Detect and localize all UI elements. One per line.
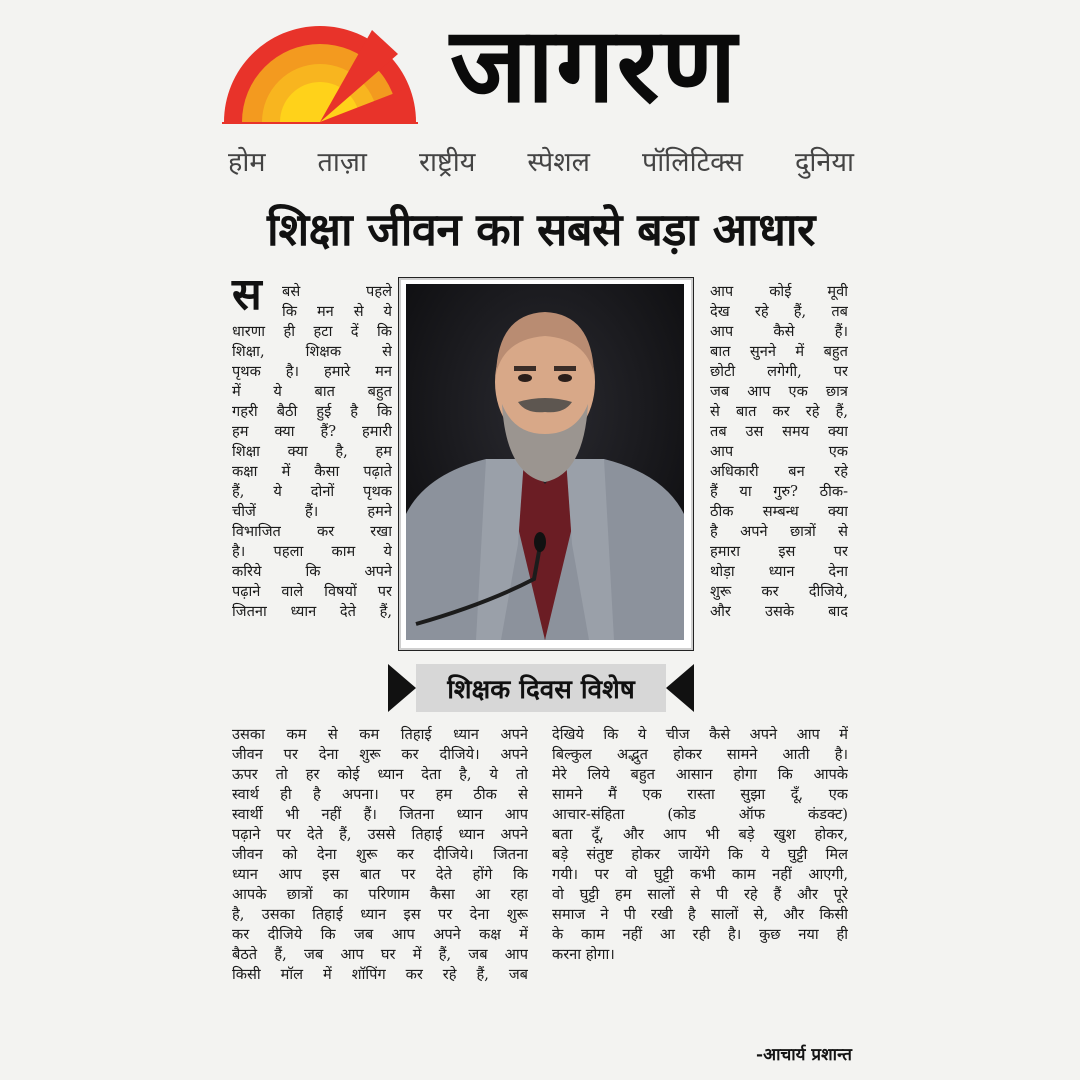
- text-line: तब उस समय क्या: [710, 423, 848, 440]
- text-line: समाज ने पी रखी है सालों से, और किसी: [552, 906, 848, 923]
- masthead-title: जागरण: [450, 4, 739, 126]
- article-column-left: [232, 282, 392, 622]
- text-line: बड़े संतुष्ट होकर जायेंगे कि ये घुट्टी मिल: [552, 846, 848, 863]
- text-line: हैं, ये दोनों पृथक: [232, 483, 392, 500]
- jagran-sun-logo: [222, 18, 418, 124]
- text-line: चीजें हैं। हमने: [232, 503, 392, 520]
- text-line: आप कैसे हैं।: [710, 323, 848, 340]
- text-line: विभाजित कर रखा: [232, 523, 392, 540]
- text-line: जीवन को देना शुरू कर दीजिये। जितना: [232, 846, 528, 863]
- text-line: पृथक है। हमारे मन: [232, 363, 392, 380]
- nav-item-national[interactable]: राष्ट्रीय: [418, 146, 476, 178]
- text-line: शिक्षा, शिक्षक से: [232, 343, 392, 360]
- article-bottom-right: [552, 725, 848, 965]
- nav-item-latest[interactable]: ताज़ा: [317, 146, 367, 178]
- text-line: में ये बात बहुत: [232, 383, 392, 400]
- section-label-text: शिक्षक दिवस विशेष: [447, 675, 635, 705]
- text-line: शिक्षा क्या है, हम: [232, 443, 392, 460]
- speaker-portrait: [406, 284, 684, 640]
- text-line: आप कोई मूवी: [710, 283, 848, 300]
- dropcap-letter: स: [232, 269, 262, 320]
- text-line: गयी। पर वो घुट्टी कभी काम नहीं आएगी,: [552, 866, 848, 883]
- text-line: जब आप एक छात्र: [710, 383, 848, 400]
- text-line: जीवन पर देना शुरू कर दीजिये। अपने: [232, 746, 528, 763]
- text-line: बैठते हैं, जब आप घर में हैं, जब आप: [232, 946, 528, 963]
- text-line: ध्यान आप इस बात पर देते होंगे कि: [232, 866, 528, 883]
- section-label: [416, 664, 666, 712]
- text-line: है अपने छात्रों से: [710, 523, 848, 540]
- text-line: स्वार्थ ही है अपना। पर हम ठीक से: [232, 786, 528, 803]
- nav-item-special[interactable]: स्पेशल: [527, 146, 590, 178]
- text-line: आचार-संहिता (कोड ऑफ कंडक्ट): [552, 806, 848, 823]
- text-line: अधिकारी बन रहे: [710, 463, 848, 480]
- text-line: सामने मैं एक रास्ता सुझा दूँ, एक: [552, 786, 848, 803]
- text-line: करना होगा।: [552, 946, 615, 963]
- text-line: हैं या गुरु? ठीक-: [710, 483, 848, 500]
- text-line: हमारा इस पर: [710, 543, 848, 560]
- text-line: छोटी लगेगी, पर: [710, 363, 848, 380]
- text-line: कि मन से ये: [282, 303, 392, 320]
- text-line: से बात कर रहे हैं,: [710, 403, 848, 420]
- text-line: बता दूँ, और आप भी बड़े खुश होकर,: [552, 826, 848, 843]
- nav-item-world[interactable]: दुनिया: [795, 146, 854, 178]
- text-line: देख रहे हैं, तब: [710, 303, 848, 320]
- article-headline: शिक्षा जीवन का सबसे बड़ा आधार: [267, 203, 815, 256]
- text-line: मेरे लिये बहुत आसान होगा कि आपके: [552, 766, 848, 783]
- top-navigation: [228, 140, 854, 180]
- text-line: उसका कम से कम तिहाई ध्यान अपने: [232, 726, 528, 743]
- text-line: कर दीजिये कि जब आप अपने कक्ष में: [232, 926, 528, 943]
- text-line: करिये कि अपने: [232, 563, 392, 580]
- text-line: शुरू कर दीजिये,: [710, 583, 848, 600]
- text-line: कक्षा में कैसा पढ़ाते: [232, 463, 392, 480]
- text-line: हम क्या हैं? हमारी: [232, 423, 392, 440]
- text-line: देखिये कि ये चीज कैसे अपने आप में: [552, 726, 848, 743]
- article-bottom-left: [232, 725, 528, 985]
- text-line: है। पहला काम ये: [232, 543, 392, 560]
- text-line: गहरी बैठी हुई है कि: [232, 403, 392, 420]
- text-line: आपके छात्रों का परिणाम कैसा आ रहा: [232, 886, 528, 903]
- text-line: वो घुट्टी हम सालों से पी रहे हैं और पूरे: [552, 886, 848, 903]
- text-line: बात सुनने में बहुत: [710, 343, 848, 360]
- label-arrow-left-icon: [388, 664, 416, 712]
- text-line: के काम नहीं आ रही है। कुछ नया ही: [552, 926, 848, 943]
- text-line: ऊपर तो हर कोई ध्यान देता है, ये तो: [232, 766, 528, 783]
- author-byline: -आचार्य प्रशान्त: [756, 1045, 852, 1065]
- nav-item-politics[interactable]: पॉलिटिक्स: [641, 146, 743, 178]
- text-line: धारणा ही हटा दें कि: [232, 323, 392, 340]
- text-line: पढ़ाने वाले विषयों पर: [232, 583, 392, 600]
- text-line: ठीक सम्बन्ध क्या: [710, 503, 848, 520]
- text-line: थोड़ा ध्यान देना: [710, 563, 848, 580]
- label-arrow-right-icon: [666, 664, 694, 712]
- nav-item-home[interactable]: होम: [228, 146, 266, 178]
- text-line: जितना ध्यान देते हैं,: [232, 603, 392, 620]
- text-line: बिल्कुल अद्भुत होकर सामने आती है।: [552, 746, 848, 763]
- article-column-right: [710, 282, 848, 622]
- text-line: और उसके बाद: [710, 603, 848, 620]
- text-line: स्वार्थी भी नहीं हैं। जितना ध्यान आप: [232, 806, 528, 823]
- author-photo: [406, 284, 684, 640]
- text-line: है, उसका तिहाई ध्यान इस पर देना शुरू: [232, 906, 528, 923]
- text-line: पढ़ाने पर देते हैं, उससे तिहाई ध्यान अपने: [232, 826, 528, 843]
- text-line: किसी मॉल में शॉपिंग कर रहे हैं, जब: [232, 966, 528, 983]
- text-line: आप एक: [710, 443, 848, 460]
- text-line: बसे पहले: [282, 283, 392, 300]
